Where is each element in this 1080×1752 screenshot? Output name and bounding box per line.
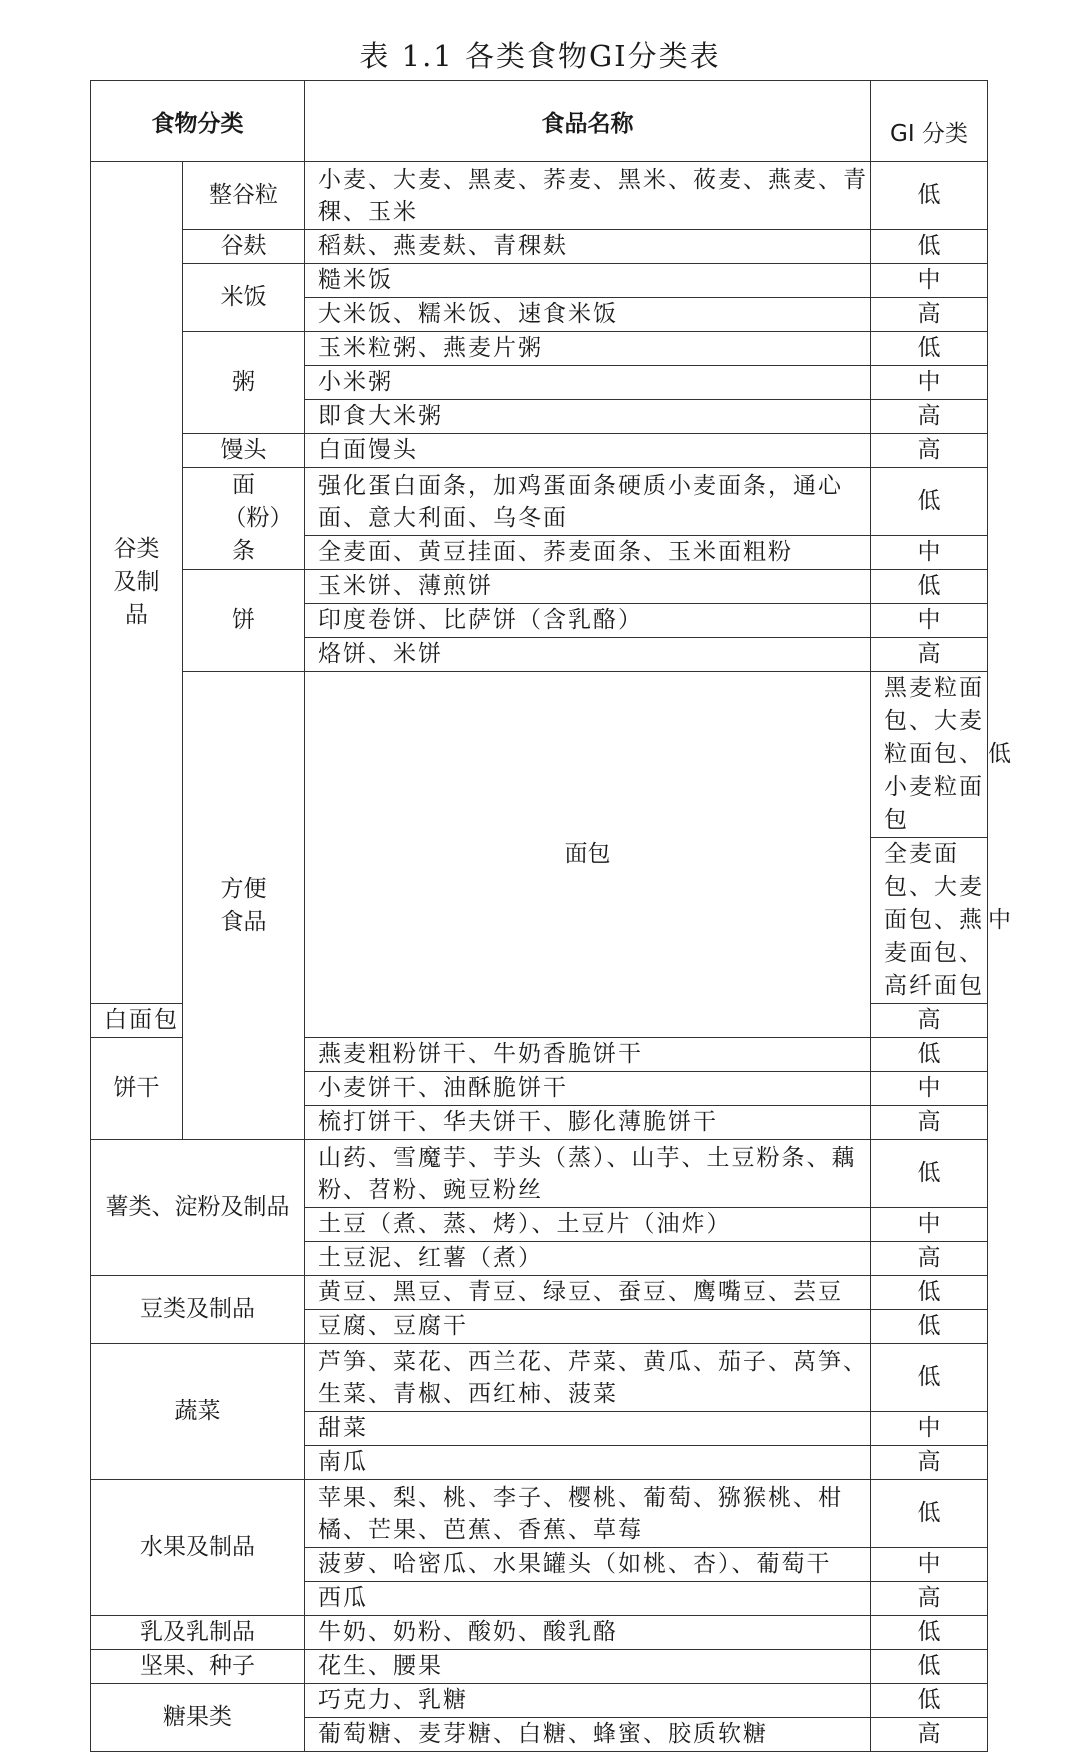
subcategory-cell: 饼 — [183, 570, 305, 672]
header-gi: GI 分类 — [871, 81, 988, 162]
food-cell: 稻麸、燕麦麸、青稞麸 — [305, 230, 871, 264]
gi-cell: 低 — [871, 1038, 988, 1072]
food-cell: 土豆泥、红薯（煮） — [305, 1242, 871, 1276]
food-cell: 玉米饼、薄煎饼 — [305, 570, 871, 604]
gi-cell: 中 — [871, 1548, 988, 1582]
gi-cell: 高 — [871, 1718, 988, 1752]
food-cell: 巧克力、乳糖 — [305, 1684, 871, 1718]
subcategory-cell: 谷麸 — [183, 230, 305, 264]
food-cell: 苹果、梨、桃、李子、樱桃、葡萄、猕猴桃、柑橘、芒果、芭蕉、香蕉、草莓 — [305, 1480, 871, 1548]
gi-cell: 低 — [871, 162, 988, 230]
category-cell: 豆类及制品 — [91, 1276, 305, 1344]
food-cell: 即食大米粥 — [305, 400, 871, 434]
gi-table — [90, 80, 1011, 1752]
food-cell: 南瓜 — [305, 1446, 871, 1480]
table-row — [91, 162, 988, 230]
food-cell: 大米饭、糯米饭、速食米饭 — [305, 298, 871, 332]
food-cell: 土豆（煮、蒸、烤）、土豆片（油炸） — [305, 1208, 871, 1242]
food-cell: 烙饼、米饼 — [305, 638, 871, 672]
subcategory-cell: 粥 — [183, 332, 305, 434]
food-cell: 印度卷饼、比萨饼（含乳酪） — [305, 604, 871, 638]
gi-cell: 中 — [871, 1412, 988, 1446]
food-cell: 糙米饭 — [305, 264, 871, 298]
gi-cell: 低 — [871, 1480, 988, 1548]
gi-cell: 高 — [871, 1004, 988, 1038]
gi-cell: 高 — [871, 1242, 988, 1276]
table-row — [91, 1616, 988, 1650]
food-cell: 小麦饼干、油酥脆饼干 — [305, 1072, 871, 1106]
gi-cell: 低 — [871, 1276, 988, 1310]
gi-cell: 高 — [871, 1106, 988, 1140]
gi-cell: 低 — [871, 570, 988, 604]
food-cell: 玉米粒粥、燕麦片粥 — [305, 332, 871, 366]
gi-cell: 中 — [871, 604, 988, 638]
gi-cell: 低 — [871, 1344, 988, 1412]
subcategory-cell: 馒头 — [183, 434, 305, 468]
category-cell: 坚果、种子 — [91, 1650, 305, 1684]
gi-cell: 低 — [871, 1684, 988, 1718]
food-cell: 小麦、大麦、黑麦、荞麦、黑米、莜麦、燕麦、青稞、玉米 — [305, 162, 871, 230]
page-title: 表 1.1 各类食物GI分类表 — [359, 39, 721, 73]
table-row — [91, 1480, 988, 1548]
food-cell: 牛奶、奶粉、酸奶、酸乳酪 — [305, 1616, 871, 1650]
food-cell: 黑麦粒面包、大麦粒面包、小麦粒面包 — [871, 672, 988, 838]
gi-cell: 低 — [871, 230, 988, 264]
table-row — [91, 1344, 988, 1412]
food-cell: 葡萄糖、麦芽糖、白糖、蜂蜜、胶质软糖 — [305, 1718, 871, 1752]
category-cell: 谷类及制品 — [91, 162, 183, 1004]
food-cell: 全麦面包、大麦面包、燕麦面包、高纤面包 — [871, 838, 988, 1004]
food-cell: 强化蛋白面条，加鸡蛋面条硬质小麦面条，通心面、意大利面、乌冬面 — [305, 468, 871, 536]
gi-cell: 低 — [871, 468, 988, 536]
category-cell: 水果及制品 — [91, 1480, 305, 1616]
header-food: 食品名称 — [305, 81, 871, 162]
table-row — [91, 570, 988, 604]
subcategory-cell: 米饭 — [183, 264, 305, 332]
gi-cell: 高 — [871, 298, 988, 332]
food-cell: 白面馒头 — [305, 434, 871, 468]
table-row — [91, 332, 988, 366]
gi-cell: 低 — [871, 1650, 988, 1684]
gi-cell: 高 — [871, 400, 988, 434]
food-cell: 花生、腰果 — [305, 1650, 871, 1684]
gi-cell: 低 — [871, 1310, 988, 1344]
table-row — [91, 1650, 988, 1684]
table-row — [91, 1684, 988, 1718]
table-row — [91, 1140, 988, 1208]
subcategory-cell: 面包 — [305, 672, 871, 1038]
food-cell: 甜菜 — [305, 1412, 871, 1446]
gi-cell: 中 — [871, 264, 988, 298]
food-cell: 燕麦粗粉饼干、牛奶香脆饼干 — [305, 1038, 871, 1072]
table-row — [91, 1276, 988, 1310]
food-cell: 白面包 — [91, 1004, 183, 1038]
food-cell: 菠萝、哈密瓜、水果罐头（如桃、杏）、葡萄干 — [305, 1548, 871, 1582]
table-row — [91, 230, 988, 264]
table-row — [91, 434, 988, 468]
subcategory-cell: 整谷粒 — [183, 162, 305, 230]
gi-cell: 高 — [871, 638, 988, 672]
food-cell: 全麦面、黄豆挂面、荞麦面条、玉米面粗粉 — [305, 536, 871, 570]
gi-cell: 高 — [871, 434, 988, 468]
table-row — [91, 264, 988, 298]
gi-cell: 低 — [871, 1140, 988, 1208]
food-cell: 芦笋、菜花、西兰花、芹菜、黄瓜、茄子、莴笋、生菜、青椒、西红柿、菠菜 — [305, 1344, 871, 1412]
gi-cell: 中 — [871, 1072, 988, 1106]
food-cell: 梳打饼干、华夫饼干、膨化薄脆饼干 — [305, 1106, 871, 1140]
table-header-row — [91, 81, 988, 162]
food-cell: 豆腐、豆腐干 — [305, 1310, 871, 1344]
gi-cell: 中 — [871, 536, 988, 570]
category-cell: 薯类、淀粉及制品 — [91, 1140, 305, 1276]
table-row: 全麦面包、大麦面包、燕麦面包、高纤面包 中 — [91, 838, 988, 1004]
table-row — [91, 468, 988, 536]
gi-cell: 高 — [871, 1582, 988, 1616]
category-cell: 蔬菜 — [91, 1344, 305, 1480]
category-cell: 方便食品 — [183, 672, 305, 1140]
header-category: 食物分类 — [91, 81, 305, 162]
table-row: 方便食品 面包 黑麦粒面包、大麦粒面包、小麦粒面包 低 — [91, 672, 988, 838]
subcategory-cell: 饼干 — [91, 1038, 183, 1140]
gi-cell: 中 — [871, 366, 988, 400]
food-cell: 山药、雪魔芋、芋头（蒸）、山芋、土豆粉条、藕粉、苕粉、豌豆粉丝 — [305, 1140, 871, 1208]
gi-cell: 中 — [871, 1208, 988, 1242]
gi-cell: 低 — [871, 1616, 988, 1650]
food-cell: 黄豆、黑豆、青豆、绿豆、蚕豆、鹰嘴豆、芸豆 — [305, 1276, 871, 1310]
food-cell: 小米粥 — [305, 366, 871, 400]
food-cell: 西瓜 — [305, 1582, 871, 1616]
category-cell: 乳及乳制品 — [91, 1616, 305, 1650]
category-cell: 糖果类 — [91, 1684, 305, 1752]
gi-cell: 低 — [871, 332, 988, 366]
gi-cell: 高 — [871, 1446, 988, 1480]
subcategory-cell: 面（粉）条 — [183, 468, 305, 570]
